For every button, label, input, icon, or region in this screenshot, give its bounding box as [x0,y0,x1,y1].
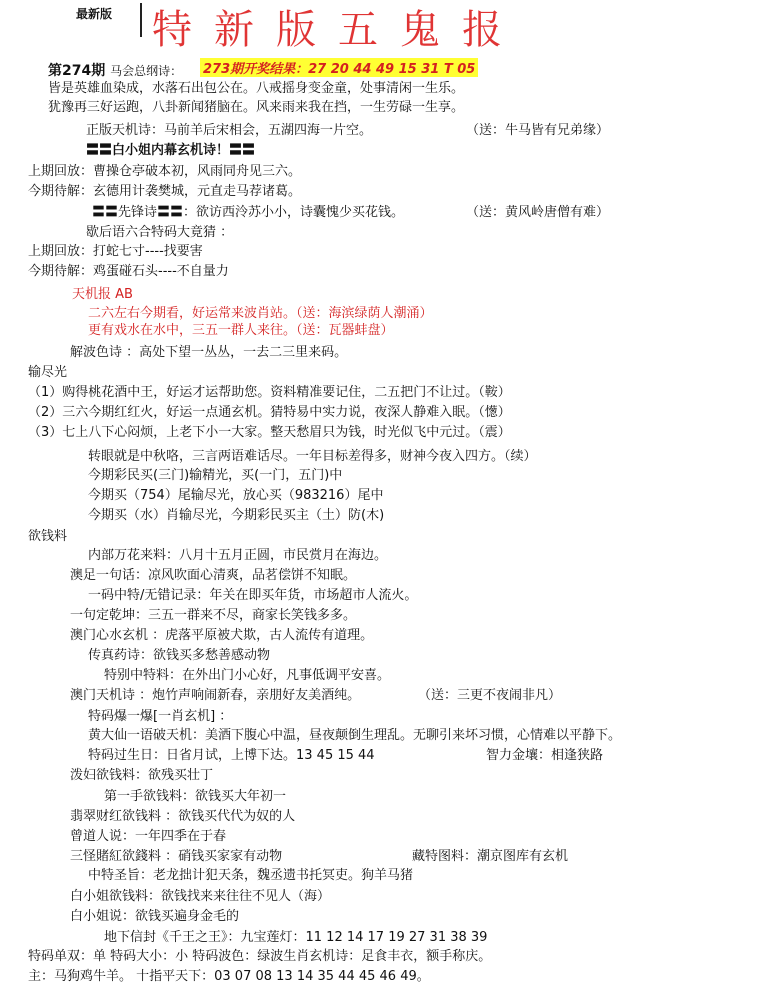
text-line: 白小姐欲钱料：欲钱找来来往往不见人（海） [70,889,331,904]
text-line: 澳门心水玄机 ：虎落平原被犬欺，古人流传有道理。 [70,628,374,643]
text-line: 犹豫再三好运跑，八卦新闻猪脑在。风来雨来我在挡，一生劳碌一生享。 [48,100,465,115]
text-line: 智力金壤：相逢狭路 [486,748,604,763]
text-line: 特码过生日：日省月试，上博下达。13 45 15 44 [88,748,375,763]
text-line: （2）三六今期红红火，好运一点通玄机。猜特易中实力说，夜深人静难入眠。（憽） [28,405,511,420]
text-line: 天机报 AB [72,287,133,302]
text-line: 澳足一句话：凉风吹面心清爽，品茗偿饼不知眠。 [70,568,357,583]
page-title: 特新版五鬼报 [152,7,524,53]
text-line: 特码单双：单 特码大小：小 特码波色：绿波生肖玄机诗：足食丰衣，额手称庆。 [28,949,492,964]
text-line: 今期彩民买(三门)输精光，买(一门，五门)中 [88,468,343,483]
text-line: 〓〓白小姐内幕玄机诗！〓〓 [86,143,256,158]
text-line: （1）购得桃花酒中王，好运才运帮助您。资料精准要记住，二五把门不让过。（鞍） [28,385,511,400]
text-line: 上期回放：打蛇七寸----找要害 [28,244,203,259]
text-line: 藏特图料：潮京图库有玄机 [412,849,569,864]
edition-tag: 最新版 [76,7,113,21]
header-divider [140,3,142,37]
text-line: 第一手欲钱料：欲钱买大年初一 [104,789,287,804]
text-line: 地下信封《千王之王》：九宝莲灯：11 12 14 17 19 27 31 38 39 [104,930,488,945]
issue-number: 第274期 [48,63,106,79]
text-line: 正版天机诗：马前羊后宋相会，五湖四海一片空。 [86,123,373,138]
text-line: 皆是英雄血染成，水落石出包公在。八戒摇身变金童，处事清闲一生乐。 [48,81,465,96]
text-line: （3）七上八下心闷烦，上老下小一大家。整天愁眉只为钱，时光似飞中元过。（震） [28,425,511,440]
text-line: 输尽光 [28,365,68,380]
text-line: 澳门天机诗 ：炮竹声响闹新春，亲朋好友美酒纯。 [70,688,361,703]
text-line: 歇后语六合特码大竟猜 ： [86,225,234,240]
text-line: 解波色诗 ：高处下望一丛丛，一去二三里来码。 [70,345,348,360]
text-line: 转眼就是中秋咯，三言两语难话尽。一年目标差得多，财神今夜入四方。（续） [88,449,537,464]
text-line: 一句定乾坤：三五一群来不尽，商家长笑钱多多。 [70,608,357,623]
text-line: 三怪賭紅欲錢料 ：硝钱买家家有动物 [70,849,283,864]
text-line: （送：牛马皆有兄弟缘） [466,123,610,138]
text-line: 曾道人说：一年四季在于春 [70,829,227,844]
text-line: （送：黄风岭唐僧有难） [466,205,610,220]
poem-label: 马会总纲诗： [110,64,183,78]
text-line: 中特圣旨：老龙拙计犯天条，魏丞遗书托冥吏。狗羊马猪 [88,868,414,883]
text-line: 传真药诗：欲钱买多愁善感动物 [88,648,271,663]
text-line: 今期待解：鸡蛋碰石头----不自量力 [28,264,229,279]
text-line: 今期买（754）尾输尽光，放心买（983216）尾中 [88,488,384,503]
text-line: 今期买（水）肖输尽光，今期彩民买主（土）防(木) [88,508,385,523]
text-line: 特别中特料：在外出门小心好，凡事低调平安喜。 [104,668,391,683]
text-line: 二六左右今期看，好运常来波肖站。（送：海滨绿荫人潮涌） [88,306,433,321]
issue-line [48,60,182,80]
text-line: 内部万花来料：八月十五月正圆，市民赏月在海边。 [88,548,388,563]
text-line: 上期回放：曹操仓亭破本初，风雨同舟见三六。 [28,164,302,179]
text-line: 主：马狗鸡牛羊。 十指平天下：03 07 08 13 14 35 44 45 46 49。 [28,969,430,984]
text-line: 特码爆一爆[一肖玄机] ： [88,709,233,724]
text-line: 欲钱料 [28,529,68,544]
text-line: 泼妇欲钱料：欲残买壮丁 [70,768,214,783]
text-line: （送：三更不夜闹非凡） [418,688,562,703]
draw-result: 273期开奖结果：27 20 44 49 15 31 T 05 [200,58,478,77]
text-line: 〓〓先锋诗〓〓：欲访西泠苏小小，诗囊愧少买花钱。 [92,205,405,220]
text-line: 今期待解：玄德用计袭樊城，元直走马荐诸葛。 [28,184,302,199]
text-line: 更有戏水在水中，三五一群人来往。（送：瓦器蚌盘） [88,323,394,338]
text-line: 翡翠财红欲钱料 ：欲钱买代代为奴的人 [70,809,296,824]
text-line: 一码中特/无错记录：年关在即买年货，市场超市人流火。 [88,588,418,603]
text-line: 黄大仙一语破天机：美酒下腹心中温，昼夜颠倒生理乱。无聊引来坏习惯，心情难以平静下。 [88,728,622,743]
text-line: 白小姐说：欲钱买遍身金毛的 [70,909,240,924]
